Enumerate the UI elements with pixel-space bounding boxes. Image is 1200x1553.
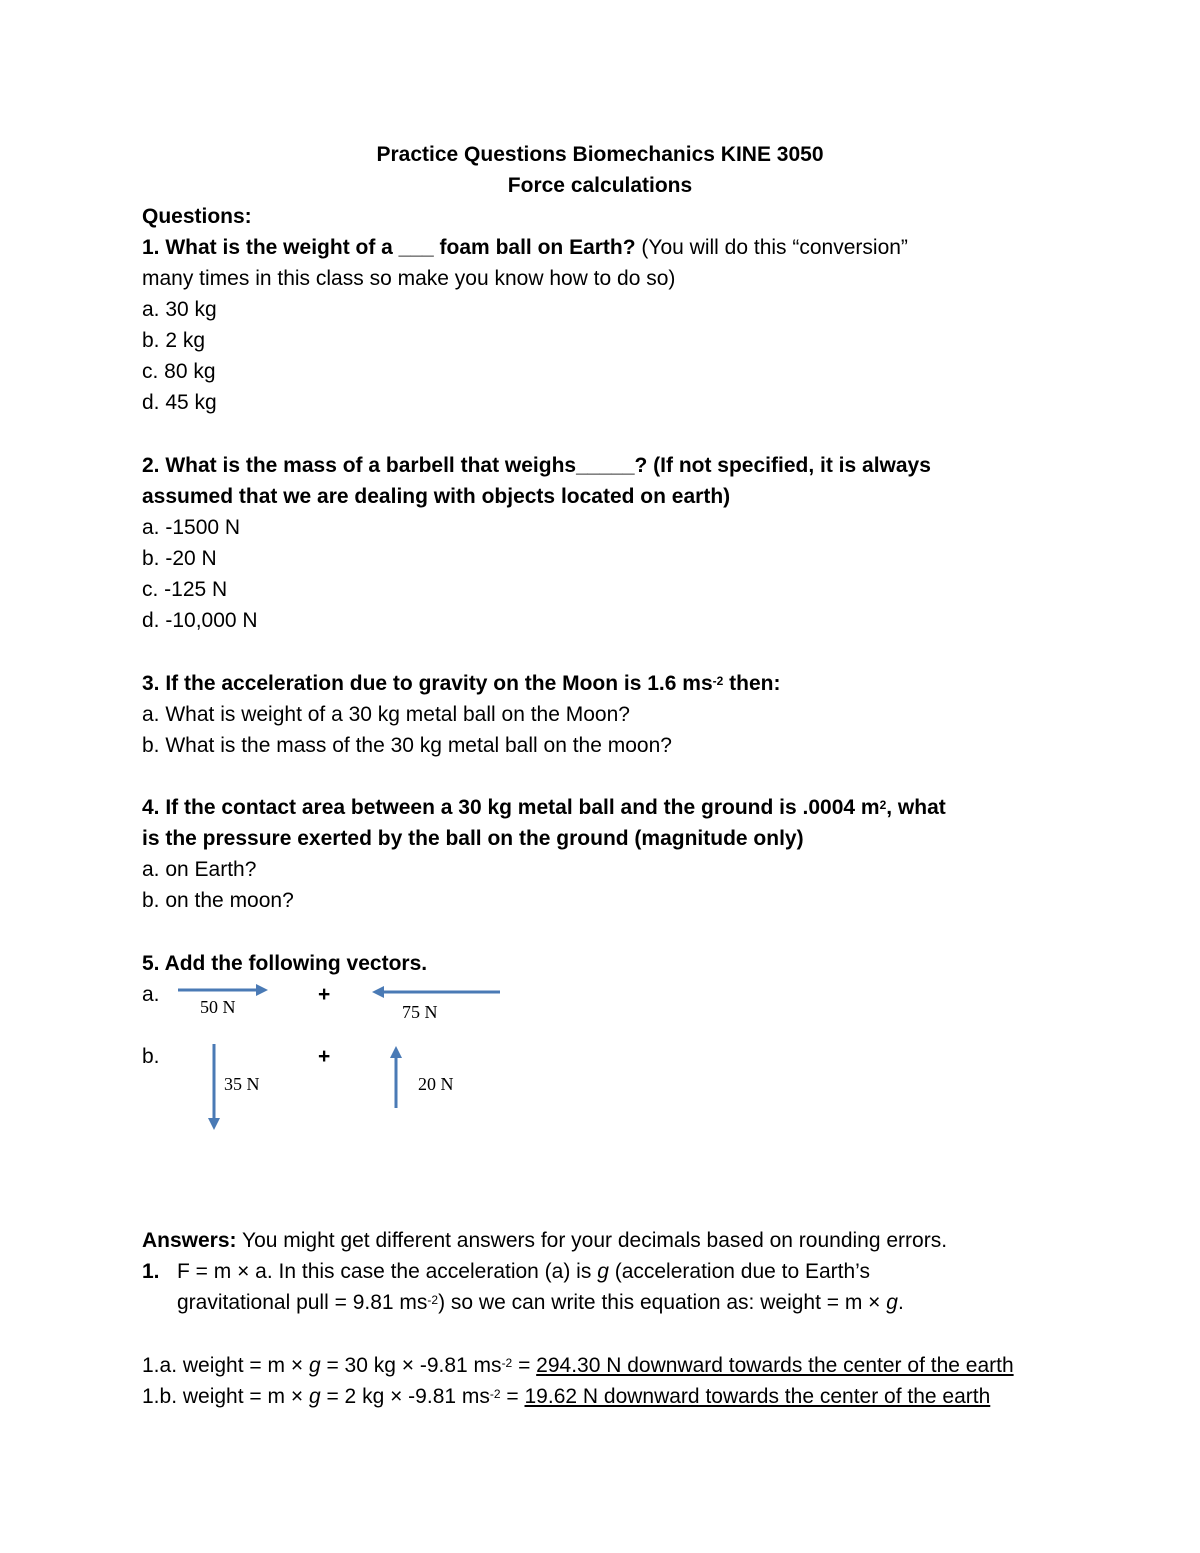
question-1-text: 1. What is the weight of a ___ foam ball on Earth? bbox=[142, 236, 636, 259]
answer-1a bbox=[142, 1353, 1014, 1379]
answer-1-g-symbol: g bbox=[597, 1260, 609, 1283]
question-2-option-a: a. -1500 N bbox=[142, 516, 241, 539]
question-1-note-cont: many times in this class so make you know how to do so) bbox=[142, 267, 676, 290]
plus-sign-a: + bbox=[318, 983, 331, 1006]
question-4-part-a: a. on Earth? bbox=[142, 858, 257, 881]
vector-b2-arrow bbox=[390, 1046, 402, 1108]
question-5-label-b: b. bbox=[142, 1045, 160, 1068]
question-4-text: 4. If the contact area between a 30 kg metal ball and the ground is .0004 m bbox=[142, 796, 880, 819]
answer-1a-text: 1.a. weight = m × bbox=[142, 1354, 309, 1377]
question-1-option-b: b. 2 kg bbox=[142, 329, 206, 352]
answer-1-line-2-exponent: -2 bbox=[427, 1293, 439, 1307]
answers-heading: Answers: bbox=[142, 1229, 237, 1252]
answer-1b bbox=[142, 1384, 990, 1410]
question-3-exponent: -2 bbox=[712, 674, 724, 688]
question-2-option-d: d. -10,000 N bbox=[142, 609, 258, 632]
answer-1-line-2-text: gravitational pull = 9.81 ms bbox=[177, 1291, 428, 1314]
questions-heading: Questions: bbox=[142, 205, 252, 228]
question-1-option-d: d. 45 kg bbox=[142, 391, 217, 414]
question-1-option-c: c. 80 kg bbox=[142, 360, 216, 383]
vector-a2-arrow bbox=[372, 986, 500, 998]
answer-1b-result: 19.62 N downward towards the center of the earth bbox=[524, 1385, 991, 1408]
answer-1b-equals: = bbox=[500, 1385, 525, 1408]
question-3-text-end: then: bbox=[723, 672, 781, 695]
vector-a1-label: 50 N bbox=[200, 997, 236, 1017]
vector-b1-arrow bbox=[208, 1044, 220, 1130]
answer-1-text: F = m × a. In this case the acceleration (a) is bbox=[177, 1260, 598, 1283]
question-2-line-2: assumed that we are dealing with objects located on earth) bbox=[142, 485, 731, 508]
answer-1a-g-symbol: g bbox=[308, 1354, 321, 1377]
answer-1-line-1 bbox=[177, 1259, 870, 1285]
answers-note: You might get different answers for your decimals based on rounding errors. bbox=[236, 1229, 948, 1252]
question-4-part-b: b. on the moon? bbox=[142, 889, 294, 912]
question-5-prompt: 5. Add the following vectors. bbox=[142, 952, 428, 975]
answer-1a-mid: = 30 kg × -9.81 ms bbox=[320, 1354, 502, 1377]
answer-1b-mid: = 2 kg × -9.81 ms bbox=[320, 1385, 490, 1408]
vector-b1-label: 35 N bbox=[224, 1074, 260, 1094]
answer-1-line-2-end: . bbox=[897, 1291, 904, 1314]
question-2-line-1: 2. What is the mass of a barbell that weighs_____? (If not specified, it is always bbox=[142, 454, 931, 477]
question-4-exponent: 2 bbox=[879, 798, 887, 812]
answer-1a-result: 294.30 N downward towards the center of the earth bbox=[536, 1354, 1014, 1377]
plus-sign-b: + bbox=[318, 1045, 331, 1068]
answer-1b-g-symbol: g bbox=[308, 1385, 321, 1408]
question-3-part-b: b. What is the mass of the 30 kg metal ball on the moon? bbox=[142, 734, 672, 757]
vector-b2-label: 20 N bbox=[418, 1074, 454, 1094]
question-1-note: (You will do this “conversion” bbox=[635, 236, 908, 259]
answer-1-line-2 bbox=[177, 1290, 904, 1316]
question-3-part-a: a. What is weight of a 30 kg metal ball on the Moon? bbox=[142, 703, 630, 726]
vector-a2-label: 75 N bbox=[402, 1002, 438, 1022]
answers-intro bbox=[142, 1228, 947, 1254]
answer-1a-exponent: -2 bbox=[501, 1356, 513, 1370]
answer-1-line-2-g-symbol: g bbox=[886, 1291, 898, 1314]
question-1-option-a: a. 30 kg bbox=[142, 298, 217, 321]
answer-1a-equals: = bbox=[512, 1354, 537, 1377]
question-2-option-b: b. -20 N bbox=[142, 547, 217, 570]
question-4-line-2: is the pressure exerted by the ball on the ground (magnitude only) bbox=[142, 827, 804, 850]
question-4-text-end: , what bbox=[886, 796, 946, 819]
question-5-label-a: a. bbox=[142, 983, 160, 1006]
answer-1-number: 1. bbox=[142, 1260, 160, 1283]
answer-1b-exponent: -2 bbox=[489, 1387, 501, 1401]
page-subtitle: Force calculations bbox=[507, 174, 693, 197]
vector-a1-arrow bbox=[178, 984, 268, 996]
answer-1-text-end: (acceleration due to Earth’s bbox=[608, 1260, 870, 1283]
answer-1b-text: 1.b. weight = m × bbox=[142, 1385, 309, 1408]
question-2-option-c: c. -125 N bbox=[142, 578, 228, 601]
answer-1-line-2-mid: ) so we can write this equation as: weight = m × bbox=[438, 1291, 887, 1314]
question-3-text: 3. If the acceleration due to gravity on the Moon is 1.6 ms bbox=[142, 672, 713, 695]
page-title: Practice Questions Biomechanics KINE 3050 bbox=[376, 143, 824, 166]
